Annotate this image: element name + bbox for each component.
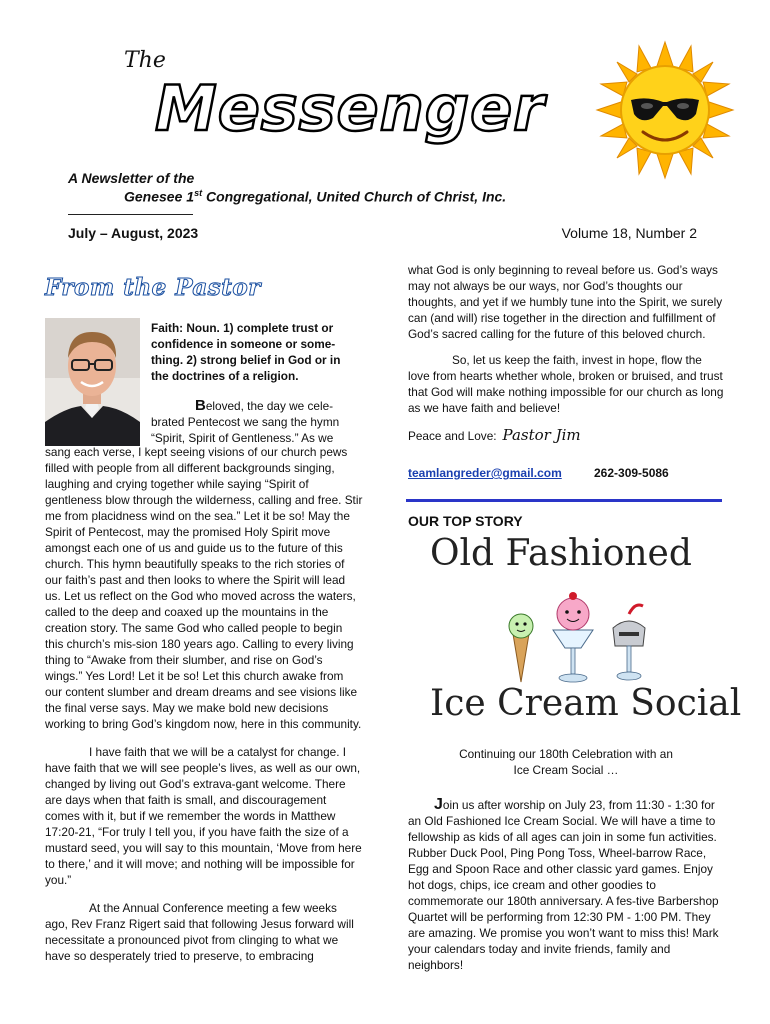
top-story-body: Join us after worship on July 23, from 11:30 - 1:30 for an Old Fashioned Ice Cream Social. We will have a time to fellowship as kids of all ages can join in some fun activities. Rubber Duck Pool, Ping Pong Toss, Wheel-barrow Race, Egg and Spoon Race and other classic yard games. Enjoy hot dogs, chips, ice cream and other goodies to commemorate our 180th anniversary. A fes-tive Barbershop Quartet will be performing from 12:30 PM - 1:00 PM. They are amazing. We promise you won’t want to miss this! Mark your calendars today and invite friends, family and neighbors! [408, 796, 719, 972]
top-story-dropcap: J [434, 796, 443, 813]
pastor-email-link[interactable]: teamlangreder@gmail.com [408, 466, 562, 480]
pastor-phone: 262-309-5086 [594, 466, 669, 480]
pastor-intro: Beloved, the day we cele-brated Pentecost we sang the hymn “Spirit, Spirit of Gentleness.” As we [151, 397, 340, 445]
pastor-photo [45, 318, 140, 446]
masthead-title: Messenger [155, 72, 545, 145]
pastor-paragraph-4: what God is only beginning to reveal before us. God’s ways may not always be our ways, nor God’s thoughts our thoughts, and yet if we humbly tune into the Spirit, we surely can (and will) rise together in the direction and fulfillment of God’s sacred calling for the future of this beloved church. [408, 263, 723, 341]
masthead-the: The [124, 48, 166, 73]
sun-with-sunglasses-icon [595, 40, 735, 180]
pastor-right-column [408, 262, 724, 426]
pastor-paragraph-2: I have faith that we will be a catalyst for change. I have faith that we will see people’s lives, as well as our own, changed by living out God’s extrava-gant welcome. There are days when that faith is small, and discouragement comes with it, but if we remember the words in Matthew 17:20-21, “For truly I tell you, if you have faith the size of a mustard seed, you will say to this mountain, ‘Move from here to there,’ and it will move; and nothing will be impossible for you.” [45, 745, 362, 887]
issue-date: July – August, 2023 [68, 225, 199, 241]
pastor-dropcap: B [195, 397, 206, 414]
ice-cream-characters-icon [495, 584, 655, 684]
pastor-signature: Pastor Jim [502, 426, 581, 444]
issue-volume: Volume 18, Number 2 [561, 225, 697, 241]
pastor-paragraph-3: At the Annual Conference meeting a few weeks ago, Rev Franz Rigert said that following Jesus forward will necessitate a pronounced pivot from clinging to what we have so desperately tried to preserve, to embracing [45, 901, 354, 963]
pastor-paragraph-5: So, let us keep the faith, invest in hope, flow the love from hearts whether whole, broken or bruised, and trust that God will make nothing impossible for our church as long as we have faith and believe! [408, 353, 724, 415]
subtitle-line2: Genesee 1st Congregational, United Church of Christ, Inc. [124, 188, 507, 205]
pastor-left-column [45, 444, 363, 976]
top-story-heading: OUR TOP STORY [408, 513, 523, 529]
faith-definition: Faith: Noun. 1) complete trust or confidence in someone or some-thing. 2) strong belief in God or in the doctrines of a religion. [151, 321, 341, 383]
ice-cream-graphic-title-line2: Ice Cream Social [430, 683, 742, 724]
pastor-heading: From the Pastor [45, 274, 261, 301]
pastor-closing: Peace and Love: Pastor Jim [408, 426, 581, 444]
ice-cream-graphic-title-line1: Old Fashioned [430, 533, 692, 574]
subtitle-underline [68, 214, 193, 215]
top-story-caption: Continuing our 180th Celebration with an Ice Cream Social … [459, 747, 673, 777]
subtitle-line1: A Newsletter of the [68, 170, 195, 186]
section-divider [406, 499, 722, 502]
pastor-paragraph-1: sang each verse, I kept seeing visions of our church pews filled with people from all different backgrounds singing, laughing and crying together while saying “Spirit of gentleness blow through the wilderness, calling and free. Stir me from placidness wind on the sea.” Let it be so! May the Spirit of Pentecost, may the promised Holy Spirit move amongst each one of us and guide us to the future of this church. This hymn beautifully speaks to the rich stories of our faith’s past and then looks to where the Spirit will lead us. Let us reflect on the God who moved across the waters, called to the deep and coaxed up the mountains in the creation story. The same God who called people to begin this church’s mis-sion 180 years ago. Calling to every living thing to “Awake from their slumber, and rise on God’s wings.” Yes Lord! Let it be so! Let this church awake from our content slumber and dream dreams and see visions like the final verse says. May we make bold new decisions working to bring God’s kingdom now, here in this community. [45, 445, 363, 731]
